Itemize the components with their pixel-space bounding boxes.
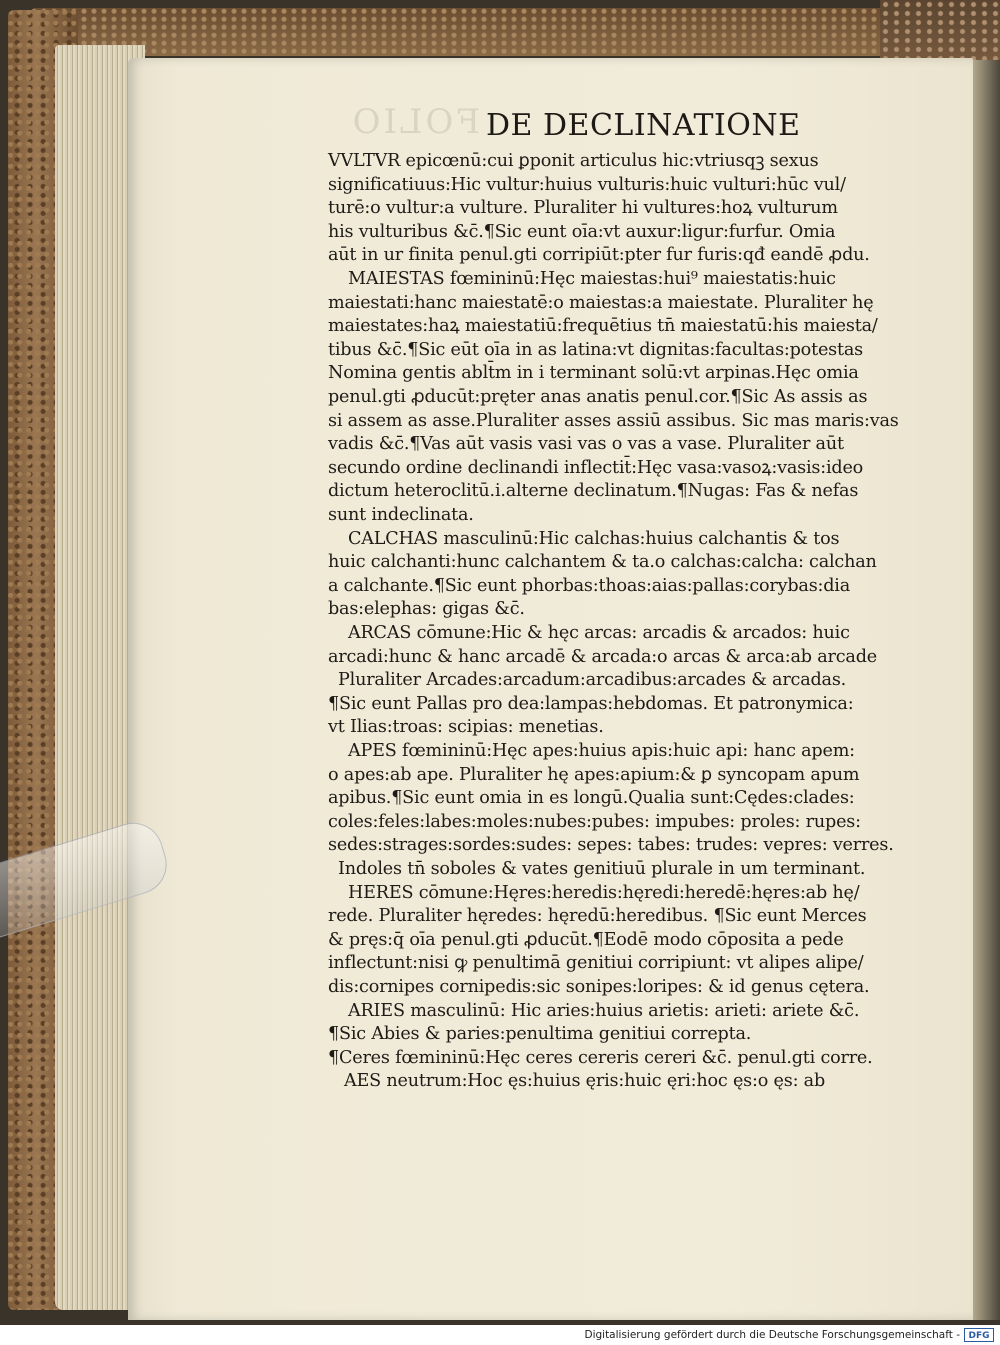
text-line: maiestati:hanc maiestatē:o maiestas:a maiestate. Pluraliter hę — [328, 292, 874, 313]
footer-bar — [0, 1325, 1000, 1345]
text-line: Nomina gentis ablt̄m in i terminant solū:vt arpinas.Hęc omia — [328, 363, 859, 384]
text-line: huic calchanti:hunc calchantem & ta.o calchas:calcha: calchan — [328, 552, 877, 573]
text-line: MAIESTAS fœmininū:Hęc maiestas:hui⁹ maiestatis:huic — [348, 269, 836, 289]
text-line: VVLTVR epicœnū:cui ꝑponit articulus hic:vtriusqꝫ sexus — [328, 151, 819, 171]
text-line: secundo ordine declinandi inflectit̄:Hęc vasa:vasoꝝ:vasis:ideo — [328, 457, 864, 478]
text-line: significatiuus:Hic vultur:huius vulturis:huic vulturi:hūc vul/ — [328, 174, 846, 195]
text-line: tibus &c̄.¶Sic eūt oīa in as latina:vt dignitas:facultas:potestas — [328, 339, 863, 360]
text-line: ARIES masculinū: Hic aries:huius arietis: arieti: ariete &c̄. — [348, 1000, 860, 1021]
text-line: CALCHAS masculinū:Hic calchas:huius calchantis & tos — [348, 528, 840, 549]
text-line: APES fœmininū:Hęc apes:huius apis:huic api: hanc apem: — [348, 741, 855, 761]
text-line: ¶Ceres fœmininū:Hęc ceres cereris cereri &c̄. penul.gti corre. — [328, 1047, 873, 1068]
text-line: aūt in ur finita penul.gti corripiūt:pter fur furis:qđ eandē ꝓdu. — [328, 245, 870, 266]
text-line: penul.gti ꝓducūt:pręter anas anatis penul.cor.¶Sic As assis as — [328, 387, 868, 407]
text-line: ARCAS cōmune:Hic & hęc arcas: arcadis & arcados: huic — [348, 623, 850, 643]
text-line: coles:feles:labes:moles:nubes:pubes: impubes: proles: rupes: — [328, 811, 861, 832]
text-line: AES neutrum:Hoc ęs:huius ęris:huic ęri:hoc ęs:o ęs: ab — [344, 1071, 826, 1092]
text-line: ¶Sic eunt Pallas pro dea:lampas:hebdomas. Et patronymica: — [328, 693, 854, 714]
text-line: rede. Pluraliter hęredes: hęredū:heredibus. ¶Sic eunt Merces — [328, 906, 867, 927]
leather-cover-top — [30, 8, 900, 56]
text-line: sedes:strages:sordes:sudes: sepes: tabes: trudes: vepres: verres. — [328, 835, 894, 856]
text-line: apibus.¶Sic eunt omia in es longū.Qualia sunt:Cędes:clades: — [328, 788, 855, 809]
page-heading: DE DECLINATIONE — [486, 108, 801, 143]
text-line: vadis &c̄.¶Vas aūt vasis vasi vas o vas a vase. Pluraliter aūt — [328, 434, 844, 455]
text-line: si assem as asse.Pluraliter asses assiū assibus. Sic mas maris:vas — [328, 410, 899, 431]
text-line: bas:elephas: gigas &c̄. — [328, 599, 525, 620]
text-line: inflectunt:nisi ꝙ penultimā genitiui corripiunt: vt alipes alipe/ — [328, 953, 864, 974]
text-line: sunt indeclinata. — [328, 505, 474, 525]
funding-credit: Digitalisierung gefördert durch die Deutsche Forschungsgemeinschaft - — [584, 1329, 960, 1341]
text-block — [328, 148, 898, 1108]
text-line: arcadi:hunc & hanc arcadē & arcada:o arcas & arca:ab arcade — [328, 646, 877, 667]
text-line: his vulturibus &c̄.¶Sic eunt oīa:vt auxur:ligur:furfur. Omia — [328, 221, 836, 242]
text-line: HERES cōmune:Hęres:heredis:hęredi:heredē:hęres:ab hę/ — [348, 882, 860, 903]
text-line: & pręs:q̄ oīa penul.gti ꝓducūt.¶Eodē modo cōposita a pede — [328, 929, 844, 950]
text-line: turē:o vultur:a vulture. Pluraliter hi vultures:hoꝝ vulturum — [328, 198, 838, 219]
text-line: Pluraliter Arcades:arcadum:arcadibus:arcades & arcadas. — [338, 670, 847, 691]
text-line: dictum heteroclitū.i.alterne declinatum.¶Nugas: Fas & nefas — [328, 481, 859, 502]
text-line: o apes:ab ape. Pluraliter hę apes:apium:& ꝑ syncopam apum — [328, 764, 860, 785]
show-through-text: FOLIO — [349, 102, 480, 142]
dfg-logo: DFG — [964, 1328, 994, 1342]
text-line: Indoles tn̄ soboles & vates genitiuū plurale in um terminant. — [338, 859, 866, 879]
text-line: vt Ilias:troas: scipias: menetias. — [328, 717, 604, 738]
text-line: dis:cornipes cornipedis:sic sonipes:loripes: & id genus cętera. — [328, 977, 870, 997]
text-line: ¶Sic Abies & paries:penultima genitiui correpta. — [328, 1024, 752, 1045]
text-line: a calchante.¶Sic eunt phorbas:thoas:aias:pallas:corybas:dia — [328, 575, 851, 596]
text-line: maiestates:haꝝ maiestatiū:frequētius tn̄ maiestatū:his maiesta/ — [328, 316, 878, 337]
